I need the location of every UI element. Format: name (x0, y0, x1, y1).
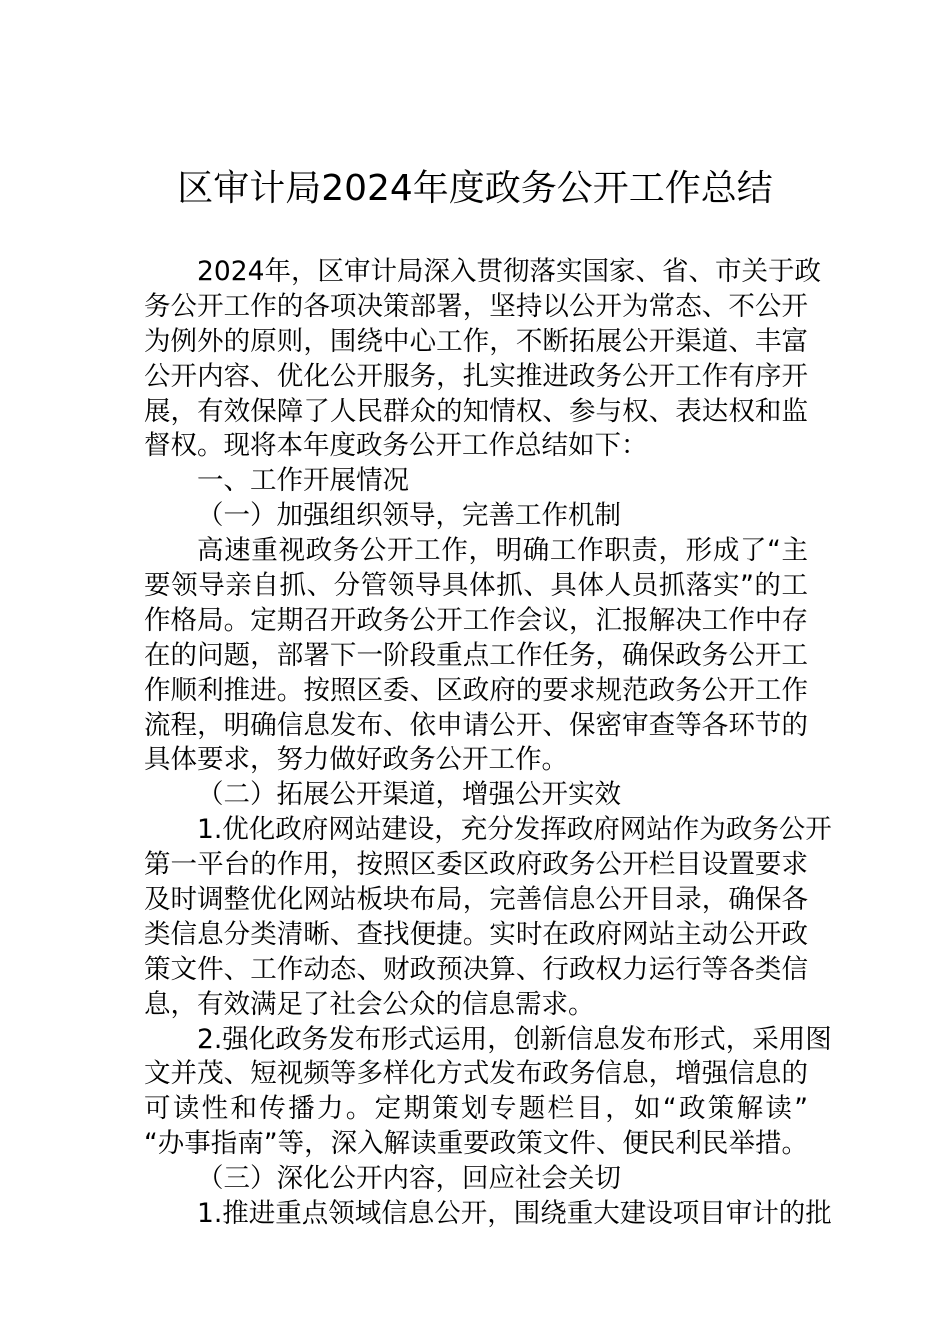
paragraph-line: 流程，明确信息发布、依申请公开、保密审查等各环节的 (144, 709, 808, 741)
paragraph-line: 公开内容、优化公开服务，扎实推进政务公开工作有序开 (144, 360, 808, 392)
paragraph-line: 展，有效保障了人民群众的知情权、参与权、表达权和监 (144, 395, 808, 427)
paragraph-line: 在的问题，部署下一阶段重点工作任务，确保政务公开工 (144, 639, 808, 671)
paragraph-line: 及时调整优化网站板块布局，完善信息公开目录，确保各 (144, 884, 808, 916)
subsection-heading: （二）拓展公开渠道，增强公开实效 (197, 779, 621, 811)
paragraph-line: 第一平台的作用，按照区委区政府政务公开栏目设置要求 (144, 849, 808, 881)
paragraph-line: 作顺利推进。按照区委、区政府的要求规范政务公开工作 (144, 674, 808, 706)
subsection-heading: （三）深化公开内容，回应社会关切 (197, 1163, 621, 1195)
paragraph-line: “办事指南”等，深入解读重要政策文件、便民利民举措。 (144, 1128, 808, 1160)
paragraph-line: 高速重视政务公开工作，明确工作职责，形成了“主 (197, 535, 808, 567)
paragraph-line: 为例外的原则，围绕中心工作，不断拓展公开渠道、丰富 (144, 325, 808, 357)
paragraph-line: 1.推进重点领域信息公开，围绕重大建设项目审计的批 (197, 1198, 832, 1230)
paragraph-line: 策文件、工作动态、财政预决算、行政权力运行等各类信 (144, 953, 808, 985)
paragraph-line: 1.优化政府网站建设，充分发挥政府网站作为政务公开 (197, 814, 832, 846)
paragraph-line: 作格局。定期召开政务公开工作会议，汇报解决工作中存 (144, 604, 808, 636)
paragraph-line: 息，有效满足了社会公众的信息需求。 (144, 988, 595, 1020)
paragraph-line: 2.强化政务发布形式运用，创新信息发布形式，采用图 (197, 1023, 832, 1055)
subsection-heading: （一）加强组织领导，完善工作机制 (197, 500, 621, 532)
paragraph-line: 2024年，区审计局深入贯彻落实国家、省、市关于政 (197, 256, 821, 287)
paragraph-line: 务公开工作的各项决策部署，坚持以公开为常态、不公开 (144, 290, 808, 322)
paragraph-line: 可读性和传播力。定期策划专题栏目，如“政策解读” (144, 1093, 808, 1125)
paragraph-line: 具体要求，努力做好政务公开工作。 (144, 744, 568, 776)
section-heading: 一、工作开展情况 (197, 465, 409, 497)
document-title: 区审计局2024年度政务公开工作总结 (177, 168, 773, 209)
paragraph-line: 要领导亲自抓、分管领导具体抓、具体人员抓落实”的工 (144, 570, 808, 602)
paragraph-line: 类信息分类清晰、查找便捷。实时在政府网站主动公开政 (144, 918, 808, 950)
document-body (144, 255, 832, 1232)
paragraph-line: 督权。现将本年度政务公开工作总结如下： (144, 430, 648, 462)
paragraph-line: 文并茂、短视频等多样化方式发布政务信息，增强信息的 (144, 1058, 808, 1090)
